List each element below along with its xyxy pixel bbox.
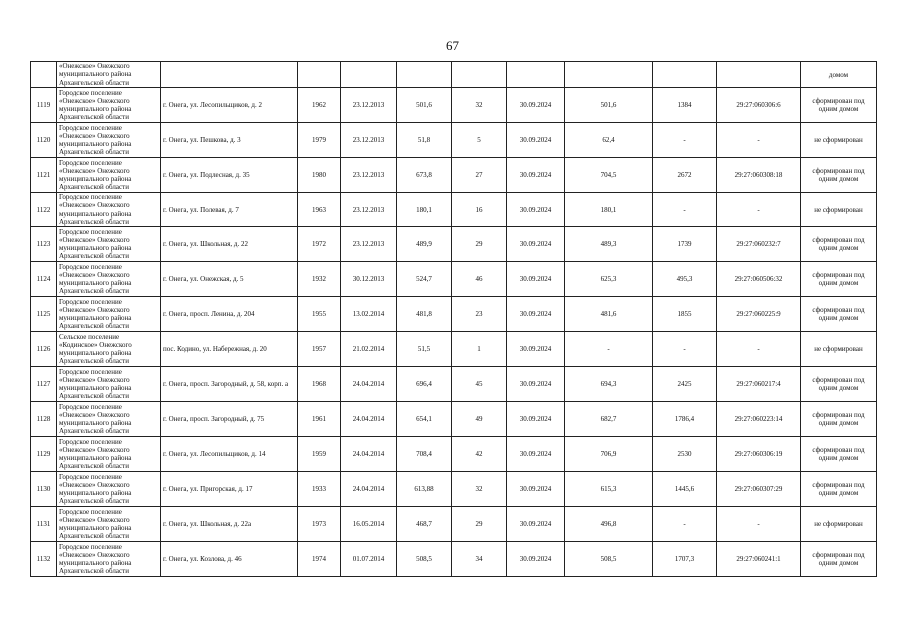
check-date-cell bbox=[507, 62, 565, 88]
check-date-cell: 30.09.2024 bbox=[507, 437, 565, 472]
land-area-cell: 495,3 bbox=[653, 262, 717, 297]
check-date-cell: 30.09.2024 bbox=[507, 158, 565, 193]
row-number: 1125 bbox=[31, 297, 57, 332]
settlement-cell: Городское поселение «Онежское» Онежского муниципального района Архангельской области bbox=[57, 402, 161, 437]
settlement-cell: Городское поселение «Онежское» Онежского муниципального района Архангельской области bbox=[57, 262, 161, 297]
row-number bbox=[31, 62, 57, 88]
date-cell: 23.12.2013 bbox=[341, 193, 397, 227]
table-row bbox=[31, 367, 877, 402]
residents-cell: 32 bbox=[452, 88, 507, 123]
area-cell: 501,6 bbox=[397, 88, 452, 123]
residents-cell: 27 bbox=[452, 158, 507, 193]
settlement-cell: Городское поселение «Онежское» Онежского муниципального района Архангельской области bbox=[57, 437, 161, 472]
row-number: 1127 bbox=[31, 367, 57, 402]
check-date-cell: 30.09.2024 bbox=[507, 402, 565, 437]
settlement-cell: Городское поселение «Онежское» Онежского муниципального района Архангельской области bbox=[57, 158, 161, 193]
table-row bbox=[31, 227, 877, 262]
check-date-cell: 30.09.2024 bbox=[507, 88, 565, 123]
table-row bbox=[31, 507, 877, 542]
area-cell: 481,8 bbox=[397, 297, 452, 332]
status-cell: сформирован под одним домом bbox=[801, 437, 877, 472]
land-area-cell bbox=[653, 62, 717, 88]
address-cell: г. Онега, ул. Лесопильщиков, д. 14 bbox=[161, 437, 298, 472]
status-cell: не сформирован bbox=[801, 507, 877, 542]
address-cell: г. Онега, ул. Пешкова, д. 3 bbox=[161, 123, 298, 158]
land-area-cell: 2672 bbox=[653, 158, 717, 193]
area2-cell: 706,9 bbox=[565, 437, 653, 472]
residents-cell: 45 bbox=[452, 367, 507, 402]
area2-cell bbox=[565, 62, 653, 88]
check-date-cell: 30.09.2024 bbox=[507, 262, 565, 297]
date-cell: 30.12.2013 bbox=[341, 262, 397, 297]
table-row bbox=[31, 123, 877, 158]
settlement-cell: Городское поселение «Онежское» Онежского муниципального района Архангельской области bbox=[57, 227, 161, 262]
date-cell: 24.04.2014 bbox=[341, 472, 397, 507]
area-cell: 613,88 bbox=[397, 472, 452, 507]
year-cell: 1972 bbox=[298, 227, 341, 262]
land-area-cell: 1445,6 bbox=[653, 472, 717, 507]
date-cell: 16.05.2014 bbox=[341, 507, 397, 542]
check-date-cell: 30.09.2024 bbox=[507, 227, 565, 262]
area-cell: 51,8 bbox=[397, 123, 452, 158]
land-area-cell: - bbox=[653, 332, 717, 367]
area-cell: 180,1 bbox=[397, 193, 452, 227]
status-cell: не сформирован bbox=[801, 332, 877, 367]
land-area-cell: 1384 bbox=[653, 88, 717, 123]
residents-cell: 29 bbox=[452, 507, 507, 542]
status-cell: сформирован под одним домом bbox=[801, 297, 877, 332]
area2-cell: 180,1 bbox=[565, 193, 653, 227]
cadastral-cell: - bbox=[717, 332, 801, 367]
address-cell: пос. Кодино, ул. Набережная, д. 20 bbox=[161, 332, 298, 367]
year-cell: 1933 bbox=[298, 472, 341, 507]
residents-cell bbox=[452, 62, 507, 88]
area2-cell: 508,5 bbox=[565, 542, 653, 577]
area2-cell: 615,3 bbox=[565, 472, 653, 507]
address-cell: г. Онега, ул. Школьная, д. 22а bbox=[161, 507, 298, 542]
status-cell: сформирован под одним домом bbox=[801, 367, 877, 402]
residents-cell: 5 bbox=[452, 123, 507, 158]
year-cell: 1959 bbox=[298, 437, 341, 472]
settlement-cell: Городское поселение «Онежское» Онежского муниципального района Архангельской области bbox=[57, 193, 161, 227]
year-cell: 1968 bbox=[298, 367, 341, 402]
date-cell: 23.12.2013 bbox=[341, 88, 397, 123]
cadastral-cell: 29:27:060307:29 bbox=[717, 472, 801, 507]
address-cell: г. Онега, просп. Загородный, д. 58, корп. а bbox=[161, 367, 298, 402]
area2-cell: 62,4 bbox=[565, 123, 653, 158]
area-cell: 508,5 bbox=[397, 542, 452, 577]
area-cell: 673,8 bbox=[397, 158, 452, 193]
settlement-cell: Городское поселение «Онежское» Онежского муниципального района Архангельской области bbox=[57, 297, 161, 332]
year-cell: 1980 bbox=[298, 158, 341, 193]
residents-cell: 46 bbox=[452, 262, 507, 297]
residents-cell: 29 bbox=[452, 227, 507, 262]
land-area-cell: 2425 bbox=[653, 367, 717, 402]
table-row bbox=[31, 437, 877, 472]
status-cell: не сформирован bbox=[801, 123, 877, 158]
residents-cell: 49 bbox=[452, 402, 507, 437]
date-cell: 23.12.2013 bbox=[341, 123, 397, 158]
date-cell: 13.02.2014 bbox=[341, 297, 397, 332]
area2-cell: 682,7 bbox=[565, 402, 653, 437]
check-date-cell: 30.09.2024 bbox=[507, 507, 565, 542]
address-cell: г. Онега, ул. Подлесная, д. 35 bbox=[161, 158, 298, 193]
land-area-cell: 2530 bbox=[653, 437, 717, 472]
check-date-cell: 30.09.2024 bbox=[507, 332, 565, 367]
area-cell: 696,4 bbox=[397, 367, 452, 402]
area-cell bbox=[397, 62, 452, 88]
land-area-cell: 1855 bbox=[653, 297, 717, 332]
status-cell: сформирован под одним домом bbox=[801, 262, 877, 297]
year-cell: 1979 bbox=[298, 123, 341, 158]
area2-cell: 501,6 bbox=[565, 88, 653, 123]
date-cell: 21.02.2014 bbox=[341, 332, 397, 367]
check-date-cell: 30.09.2024 bbox=[507, 297, 565, 332]
cadastral-cell: - bbox=[717, 507, 801, 542]
cadastral-cell: 29:27:060306:19 bbox=[717, 437, 801, 472]
residents-cell: 16 bbox=[452, 193, 507, 227]
status-cell: сформирован под одним домом bbox=[801, 227, 877, 262]
table-row bbox=[31, 297, 877, 332]
settlement-cell: Городское поселение «Онежское» Онежского муниципального района Архангельской области bbox=[57, 507, 161, 542]
date-cell: 23.12.2013 bbox=[341, 227, 397, 262]
year-cell: 1962 bbox=[298, 88, 341, 123]
row-number: 1124 bbox=[31, 262, 57, 297]
date-cell: 24.04.2014 bbox=[341, 402, 397, 437]
cadastral-cell: 29:27:060306:6 bbox=[717, 88, 801, 123]
row-number: 1122 bbox=[31, 193, 57, 227]
status-cell: не сформирован bbox=[801, 193, 877, 227]
settlement-cell: Сельское поселение «Кодинское» Онежского муниципального района Архангельской области bbox=[57, 332, 161, 367]
table-row bbox=[31, 88, 877, 123]
row-number: 1123 bbox=[31, 227, 57, 262]
year-cell: 1955 bbox=[298, 297, 341, 332]
address-cell: г. Онега, просп. Загородный, д. 75 bbox=[161, 402, 298, 437]
check-date-cell: 30.09.2024 bbox=[507, 542, 565, 577]
cadastral-cell: 29:27:060223:14 bbox=[717, 402, 801, 437]
land-area-cell: 1707,3 bbox=[653, 542, 717, 577]
address-cell: г. Онега, ул. Онежская, д. 5 bbox=[161, 262, 298, 297]
table-row-continued bbox=[31, 62, 877, 88]
row-number: 1121 bbox=[31, 158, 57, 193]
date-cell: 24.04.2014 bbox=[341, 437, 397, 472]
year-cell: 1957 bbox=[298, 332, 341, 367]
year-cell: 1974 bbox=[298, 542, 341, 577]
area2-cell: 625,3 bbox=[565, 262, 653, 297]
land-area-cell: - bbox=[653, 193, 717, 227]
status-cell: сформирован под одним домом bbox=[801, 542, 877, 577]
year-cell: 1973 bbox=[298, 507, 341, 542]
date-cell: 24.04.2014 bbox=[341, 367, 397, 402]
row-number: 1128 bbox=[31, 402, 57, 437]
address-cell: г. Онега, ул. Полевая, д. 7 bbox=[161, 193, 298, 227]
row-number: 1130 bbox=[31, 472, 57, 507]
date-cell: 01.07.2014 bbox=[341, 542, 397, 577]
table-row bbox=[31, 472, 877, 507]
row-number: 1126 bbox=[31, 332, 57, 367]
cadastral-cell: 29:27:060217:4 bbox=[717, 367, 801, 402]
area2-cell: 489,3 bbox=[565, 227, 653, 262]
area-cell: 489,9 bbox=[397, 227, 452, 262]
settlement-cell: Городское поселение «Онежское» Онежского муниципального района Архангельской области bbox=[57, 367, 161, 402]
table-row bbox=[31, 542, 877, 577]
land-area-cell: 1786,4 bbox=[653, 402, 717, 437]
address-cell: г. Онега, ул. Лесопильщиков, д. 2 bbox=[161, 88, 298, 123]
land-area-cell: - bbox=[653, 123, 717, 158]
table-row bbox=[31, 158, 877, 193]
status-cell: сформирован под одним домом bbox=[801, 402, 877, 437]
area2-cell: 704,5 bbox=[565, 158, 653, 193]
row-number: 1132 bbox=[31, 542, 57, 577]
area2-cell: 694,3 bbox=[565, 367, 653, 402]
year-cell: 1963 bbox=[298, 193, 341, 227]
cadastral-cell: 29:27:060232:7 bbox=[717, 227, 801, 262]
settlement-cell: Городское поселение «Онежское» Онежского муниципального района Архангельской области bbox=[57, 542, 161, 577]
cadastral-cell: 29:27:060506:32 bbox=[717, 262, 801, 297]
cadastral-cell: 29:27:060308:18 bbox=[717, 158, 801, 193]
land-area-cell: - bbox=[653, 507, 717, 542]
cadastral-cell: - bbox=[717, 193, 801, 227]
check-date-cell: 30.09.2024 bbox=[507, 123, 565, 158]
row-number: 1120 bbox=[31, 123, 57, 158]
residents-cell: 32 bbox=[452, 472, 507, 507]
table-row bbox=[31, 193, 877, 227]
area-cell: 708,4 bbox=[397, 437, 452, 472]
status-cell: сформирован под одним домом bbox=[801, 88, 877, 123]
settlement-cell: «Онежское» Онежского муниципального района Архангельской области bbox=[57, 62, 161, 88]
settlement-cell: Городское поселение «Онежское» Онежского муниципального района Архангельской области bbox=[57, 472, 161, 507]
year-cell bbox=[298, 62, 341, 88]
residents-cell: 34 bbox=[452, 542, 507, 577]
row-number: 1131 bbox=[31, 507, 57, 542]
check-date-cell: 30.09.2024 bbox=[507, 367, 565, 402]
residents-cell: 23 bbox=[452, 297, 507, 332]
area-cell: 524,7 bbox=[397, 262, 452, 297]
year-cell: 1961 bbox=[298, 402, 341, 437]
address-cell: г. Онега, просп. Ленина, д. 204 bbox=[161, 297, 298, 332]
address-cell: г. Онега, ул. Школьная, д. 22 bbox=[161, 227, 298, 262]
housing-registry-table bbox=[30, 61, 877, 577]
land-area-cell: 1739 bbox=[653, 227, 717, 262]
address-cell bbox=[161, 62, 298, 88]
cadastral-cell: 29:27:060225:9 bbox=[717, 297, 801, 332]
check-date-cell: 30.09.2024 bbox=[507, 472, 565, 507]
row-number: 1129 bbox=[31, 437, 57, 472]
status-cell: сформирован под одним домом bbox=[801, 158, 877, 193]
cadastral-cell: - bbox=[717, 123, 801, 158]
area2-cell: - bbox=[565, 332, 653, 367]
table-row bbox=[31, 402, 877, 437]
area2-cell: 496,8 bbox=[565, 507, 653, 542]
residents-cell: 42 bbox=[452, 437, 507, 472]
address-cell: г. Онега, ул. Козлова, д. 46 bbox=[161, 542, 298, 577]
page-number: 67 bbox=[446, 38, 459, 53]
area-cell: 51,5 bbox=[397, 332, 452, 367]
row-number: 1119 bbox=[31, 88, 57, 123]
area-cell: 468,7 bbox=[397, 507, 452, 542]
status-cell: сформирован под одним домом bbox=[801, 472, 877, 507]
table-row bbox=[31, 262, 877, 297]
cadastral-cell bbox=[717, 62, 801, 88]
settlement-cell: Городское поселение «Онежское» Онежского муниципального района Архангельской области bbox=[57, 88, 161, 123]
residents-cell: 1 bbox=[452, 332, 507, 367]
address-cell: г. Онега, ул. Пригорская, д. 17 bbox=[161, 472, 298, 507]
cadastral-cell: 29:27:060241:1 bbox=[717, 542, 801, 577]
table-row bbox=[31, 332, 877, 367]
date-cell bbox=[341, 62, 397, 88]
settlement-cell: Городское поселение «Онежское» Онежского муниципального района Архангельской области bbox=[57, 123, 161, 158]
date-cell: 23.12.2013 bbox=[341, 158, 397, 193]
area-cell: 654,1 bbox=[397, 402, 452, 437]
year-cell: 1932 bbox=[298, 262, 341, 297]
area2-cell: 481,6 bbox=[565, 297, 653, 332]
check-date-cell: 30.09.2024 bbox=[507, 193, 565, 227]
status-cell: домом bbox=[801, 62, 877, 88]
